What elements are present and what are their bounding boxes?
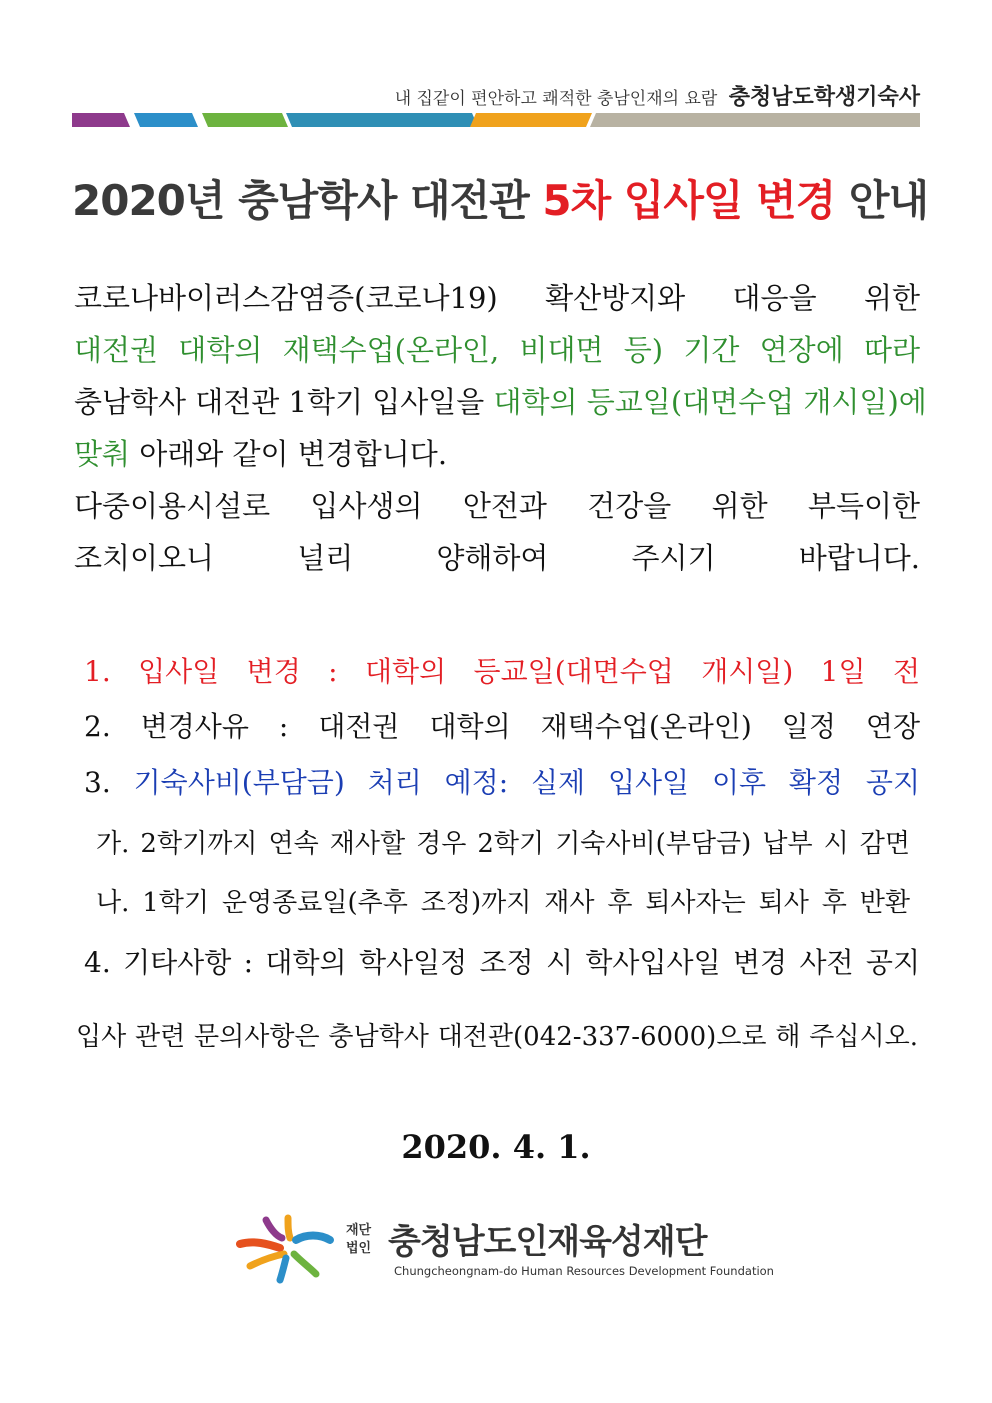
slogan-text: 내 집같이 편안하고 쾌적한 충남인재의 요람 — [394, 89, 718, 109]
item-1: 1. 입사일 변경 : 대학의 등교일(대면수업 개시일) 1일 전 — [84, 655, 920, 688]
item-4: 4. 기타사항 : 대학의 학사일정 조정 시 학사입사일 변경 사전 공지 — [84, 946, 920, 979]
item-3-sub-b: 나. 1학기 운영종료일(추후 조정)까지 재사 후 퇴사자는 퇴사 후 반환 — [96, 888, 910, 918]
foundation-name: 충청남도인재육성재단 — [388, 1222, 707, 1262]
item-3 — [84, 761, 920, 801]
header-color-band — [72, 113, 920, 127]
page-title — [72, 168, 929, 228]
body-line-3-a: 충남학사 대전관 1학기 입사일을 — [74, 385, 494, 419]
logo-label — [346, 1222, 371, 1258]
foundation-emblem-icon — [236, 1214, 336, 1284]
body-line-3 — [74, 376, 927, 428]
contact-line: 입사 관련 문의사항은 충남학사 대전관(042-337-6000)으로 해 주십시오. — [76, 1022, 918, 1052]
item-3-sub-a: 가. 2학기까지 연속 재사할 경우 2학기 기숙사비(부담금) 납부 시 감면 — [96, 829, 910, 859]
body-line-4 — [74, 428, 920, 480]
body-line-4-b: 아래와 같이 변경합니다. — [130, 437, 448, 471]
body-line-6: 조치이오니 널리 양해하여 주시기 바랍니다. — [74, 541, 920, 575]
header-org-name: 충청남도학생기숙사 — [728, 85, 920, 110]
title-highlight: 5차 입사일 변경 — [542, 176, 836, 225]
body-line-5: 다중이용시설로 입사생의 안전과 건강을 위한 부득이한 — [74, 489, 920, 523]
body-line-4-a: 맞춰 — [74, 437, 131, 471]
logo-label-1: 재단 — [346, 1223, 372, 1238]
body-line-3-b: 대학의 등교일(대면수업 개시일)에 — [493, 385, 927, 419]
foundation-logo — [236, 1210, 774, 1290]
notice-date: 2020. 4. 1. — [401, 1128, 591, 1166]
body-line-1: 코로나바이러스감염증(코로나19) 확산방지와 대응을 위한 — [74, 281, 920, 315]
item-3-text: 기숙사비(부담금) 처리 예정: 실제 입사일 이후 확정 공지 — [133, 766, 920, 799]
item-3-number: 3. — [84, 766, 134, 799]
logo-label-2: 법인 — [346, 1241, 372, 1256]
notice-body — [74, 272, 927, 584]
header-slogan — [395, 80, 920, 111]
body-line-2: 대전권 대학의 재택수업(온라인, 비대면 등) 기간 연장에 따라 — [74, 333, 920, 367]
item-2: 2. 변경사유 : 대전권 대학의 재택수업(온라인) 일정 연장 — [84, 710, 920, 743]
foundation-english-name: Chungcheongnam-do Human Resources Development Foundation — [394, 1264, 774, 1278]
title-part1: 2020년 충남학사 대전관 — [72, 176, 543, 225]
title-part2: 안내 — [835, 176, 929, 225]
